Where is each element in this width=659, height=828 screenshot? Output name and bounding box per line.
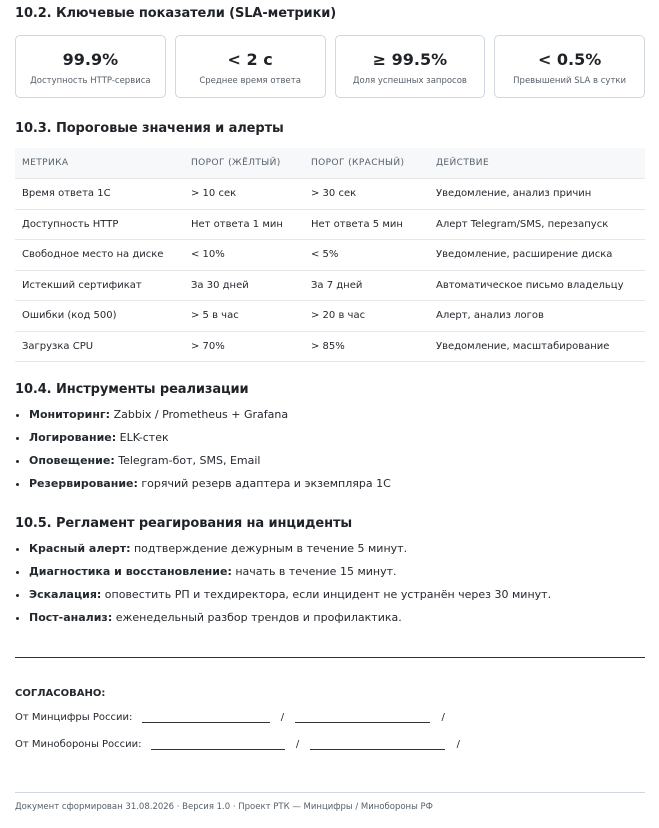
separator: /	[456, 739, 461, 750]
incident-list	[15, 541, 551, 633]
item-text: подтверждение дежурным в течение 5 минут.	[133, 542, 408, 555]
table-row	[15, 179, 645, 210]
item-text: горячий резерв адаптера и экземпляра 1С	[141, 477, 391, 490]
footer-divider	[15, 792, 645, 793]
signature-line	[142, 721, 270, 723]
table-cell: > 10 сек	[184, 179, 304, 210]
sla-section-title: 10.2. Ключевые показатели (SLA-метрики)	[15, 6, 337, 21]
table-cell: Автоматическое письмо владельцу	[429, 270, 645, 301]
approval-label: От Минцифры России:	[15, 712, 133, 723]
section-divider	[15, 657, 645, 658]
item-text: оповестить РП и техдиректора, если инцидент не устранён через 30 минут.	[104, 588, 552, 601]
list-item	[29, 610, 551, 633]
kpi-value: ≥ 99.5%	[372, 49, 448, 69]
column-header-metric: МЕТРИКА	[15, 148, 184, 179]
kpi-card-availability	[15, 35, 166, 98]
table-cell: Нет ответа 1 мин	[184, 209, 304, 240]
table-cell: Алерт Telegram/SMS, перезапуск	[429, 209, 645, 240]
approval-label: От Минобороны России:	[15, 739, 142, 750]
kpi-card-response-time	[175, 35, 326, 98]
table-cell: Уведомление, анализ причин	[429, 179, 645, 210]
table-cell: Свободное место на диске	[15, 240, 184, 271]
name-line	[295, 721, 430, 723]
table-cell: > 70%	[184, 331, 304, 362]
table-cell: > 20 в час	[304, 301, 429, 332]
table-cell: Ошибки (код 500)	[15, 301, 184, 332]
separator: /	[280, 712, 285, 723]
table-cell: За 7 дней	[304, 270, 429, 301]
table-cell: < 5%	[304, 240, 429, 271]
table-row	[15, 301, 645, 332]
kpi-label: Доступность HTTP-сервиса	[30, 75, 151, 86]
kpi-card-sla-breaches	[494, 35, 645, 98]
list-item	[29, 453, 391, 476]
approval-row-minoborony	[15, 739, 468, 750]
kpi-label: Среднее время ответа	[199, 75, 301, 86]
kpi-label: Превышений SLA в сутки	[513, 75, 627, 86]
approval-row-mincifry	[15, 712, 453, 723]
item-text: ELK-стек	[119, 431, 169, 444]
separator: /	[441, 712, 445, 723]
item-label: Мониторинг:	[29, 408, 111, 421]
table-cell: Уведомление, масштабирование	[429, 331, 645, 362]
list-item	[29, 587, 551, 610]
item-label: Резервирование:	[29, 477, 138, 490]
item-label: Пост-анализ:	[29, 611, 113, 624]
table-row	[15, 270, 645, 301]
kpi-label: Доля успешных запросов	[352, 75, 467, 86]
table-cell: Уведомление, расширение диска	[429, 240, 645, 271]
kpi-value: 99.9%	[62, 49, 119, 69]
item-label: Красный алерт:	[29, 542, 131, 555]
item-label: Эскалация:	[29, 588, 102, 601]
name-line	[310, 748, 445, 750]
item-label: Оповещение:	[29, 454, 115, 467]
table-cell: < 10%	[184, 240, 304, 271]
list-item	[29, 476, 391, 499]
signature-line	[151, 748, 285, 750]
kpi-value: < 2 с	[227, 49, 273, 69]
thresholds-section-title: 10.3. Пороговые значения и алерты	[15, 121, 284, 136]
table-cell: Алерт, анализ логов	[429, 301, 645, 332]
item-label: Диагностика и восстановление:	[29, 565, 232, 578]
tools-list	[15, 407, 391, 499]
table-row	[15, 331, 645, 362]
kpi-cards	[15, 35, 645, 98]
item-text: Zabbix / Prometheus + Grafana	[113, 408, 289, 421]
item-text: начать в течение 15 минут.	[235, 565, 397, 578]
column-header-yellow-threshold: ПОРОГ (ЖЁЛТЫЙ)	[184, 148, 304, 179]
table-row	[15, 209, 645, 240]
table-row	[15, 240, 645, 271]
kpi-card-success-rate	[335, 35, 486, 98]
approval-title: СОГЛАСОВАНО:	[15, 688, 106, 699]
table-header-row	[15, 148, 645, 179]
table-cell: > 5 в час	[184, 301, 304, 332]
footer-text: Документ сформирован 31.08.2026 · Версия 1.0 · Проект РТК — Минцифры / Минобороны РФ	[15, 802, 433, 812]
table-cell: Истекший сертификат	[15, 270, 184, 301]
table-cell: > 30 сек	[304, 179, 429, 210]
kpi-value: < 0.5%	[537, 49, 602, 69]
tools-section-title: 10.4. Инструменты реализации	[15, 382, 249, 397]
item-text: еженедельный разбор трендов и профилактика.	[115, 611, 402, 624]
item-label: Логирование:	[29, 431, 117, 444]
table-cell: Загрузка CPU	[15, 331, 184, 362]
item-text: Telegram-бот, SMS, Email	[118, 454, 261, 467]
incident-section-title: 10.5. Регламент реагирования на инциденты	[15, 516, 353, 531]
thresholds-table	[15, 148, 645, 362]
table-cell: > 85%	[304, 331, 429, 362]
list-item	[29, 564, 551, 587]
column-header-action: ДЕЙСТВИЕ	[429, 148, 645, 179]
separator: /	[295, 739, 300, 750]
column-header-red-threshold: ПОРОГ (КРАСНЫЙ)	[304, 148, 429, 179]
table-cell: Нет ответа 5 мин	[304, 209, 429, 240]
list-item	[29, 430, 391, 453]
list-item	[29, 541, 551, 564]
table-cell: За 30 дней	[184, 270, 304, 301]
table-cell: Доступность HTTP	[15, 209, 184, 240]
table-cell: Время ответа 1С	[15, 179, 184, 210]
list-item	[29, 407, 391, 430]
